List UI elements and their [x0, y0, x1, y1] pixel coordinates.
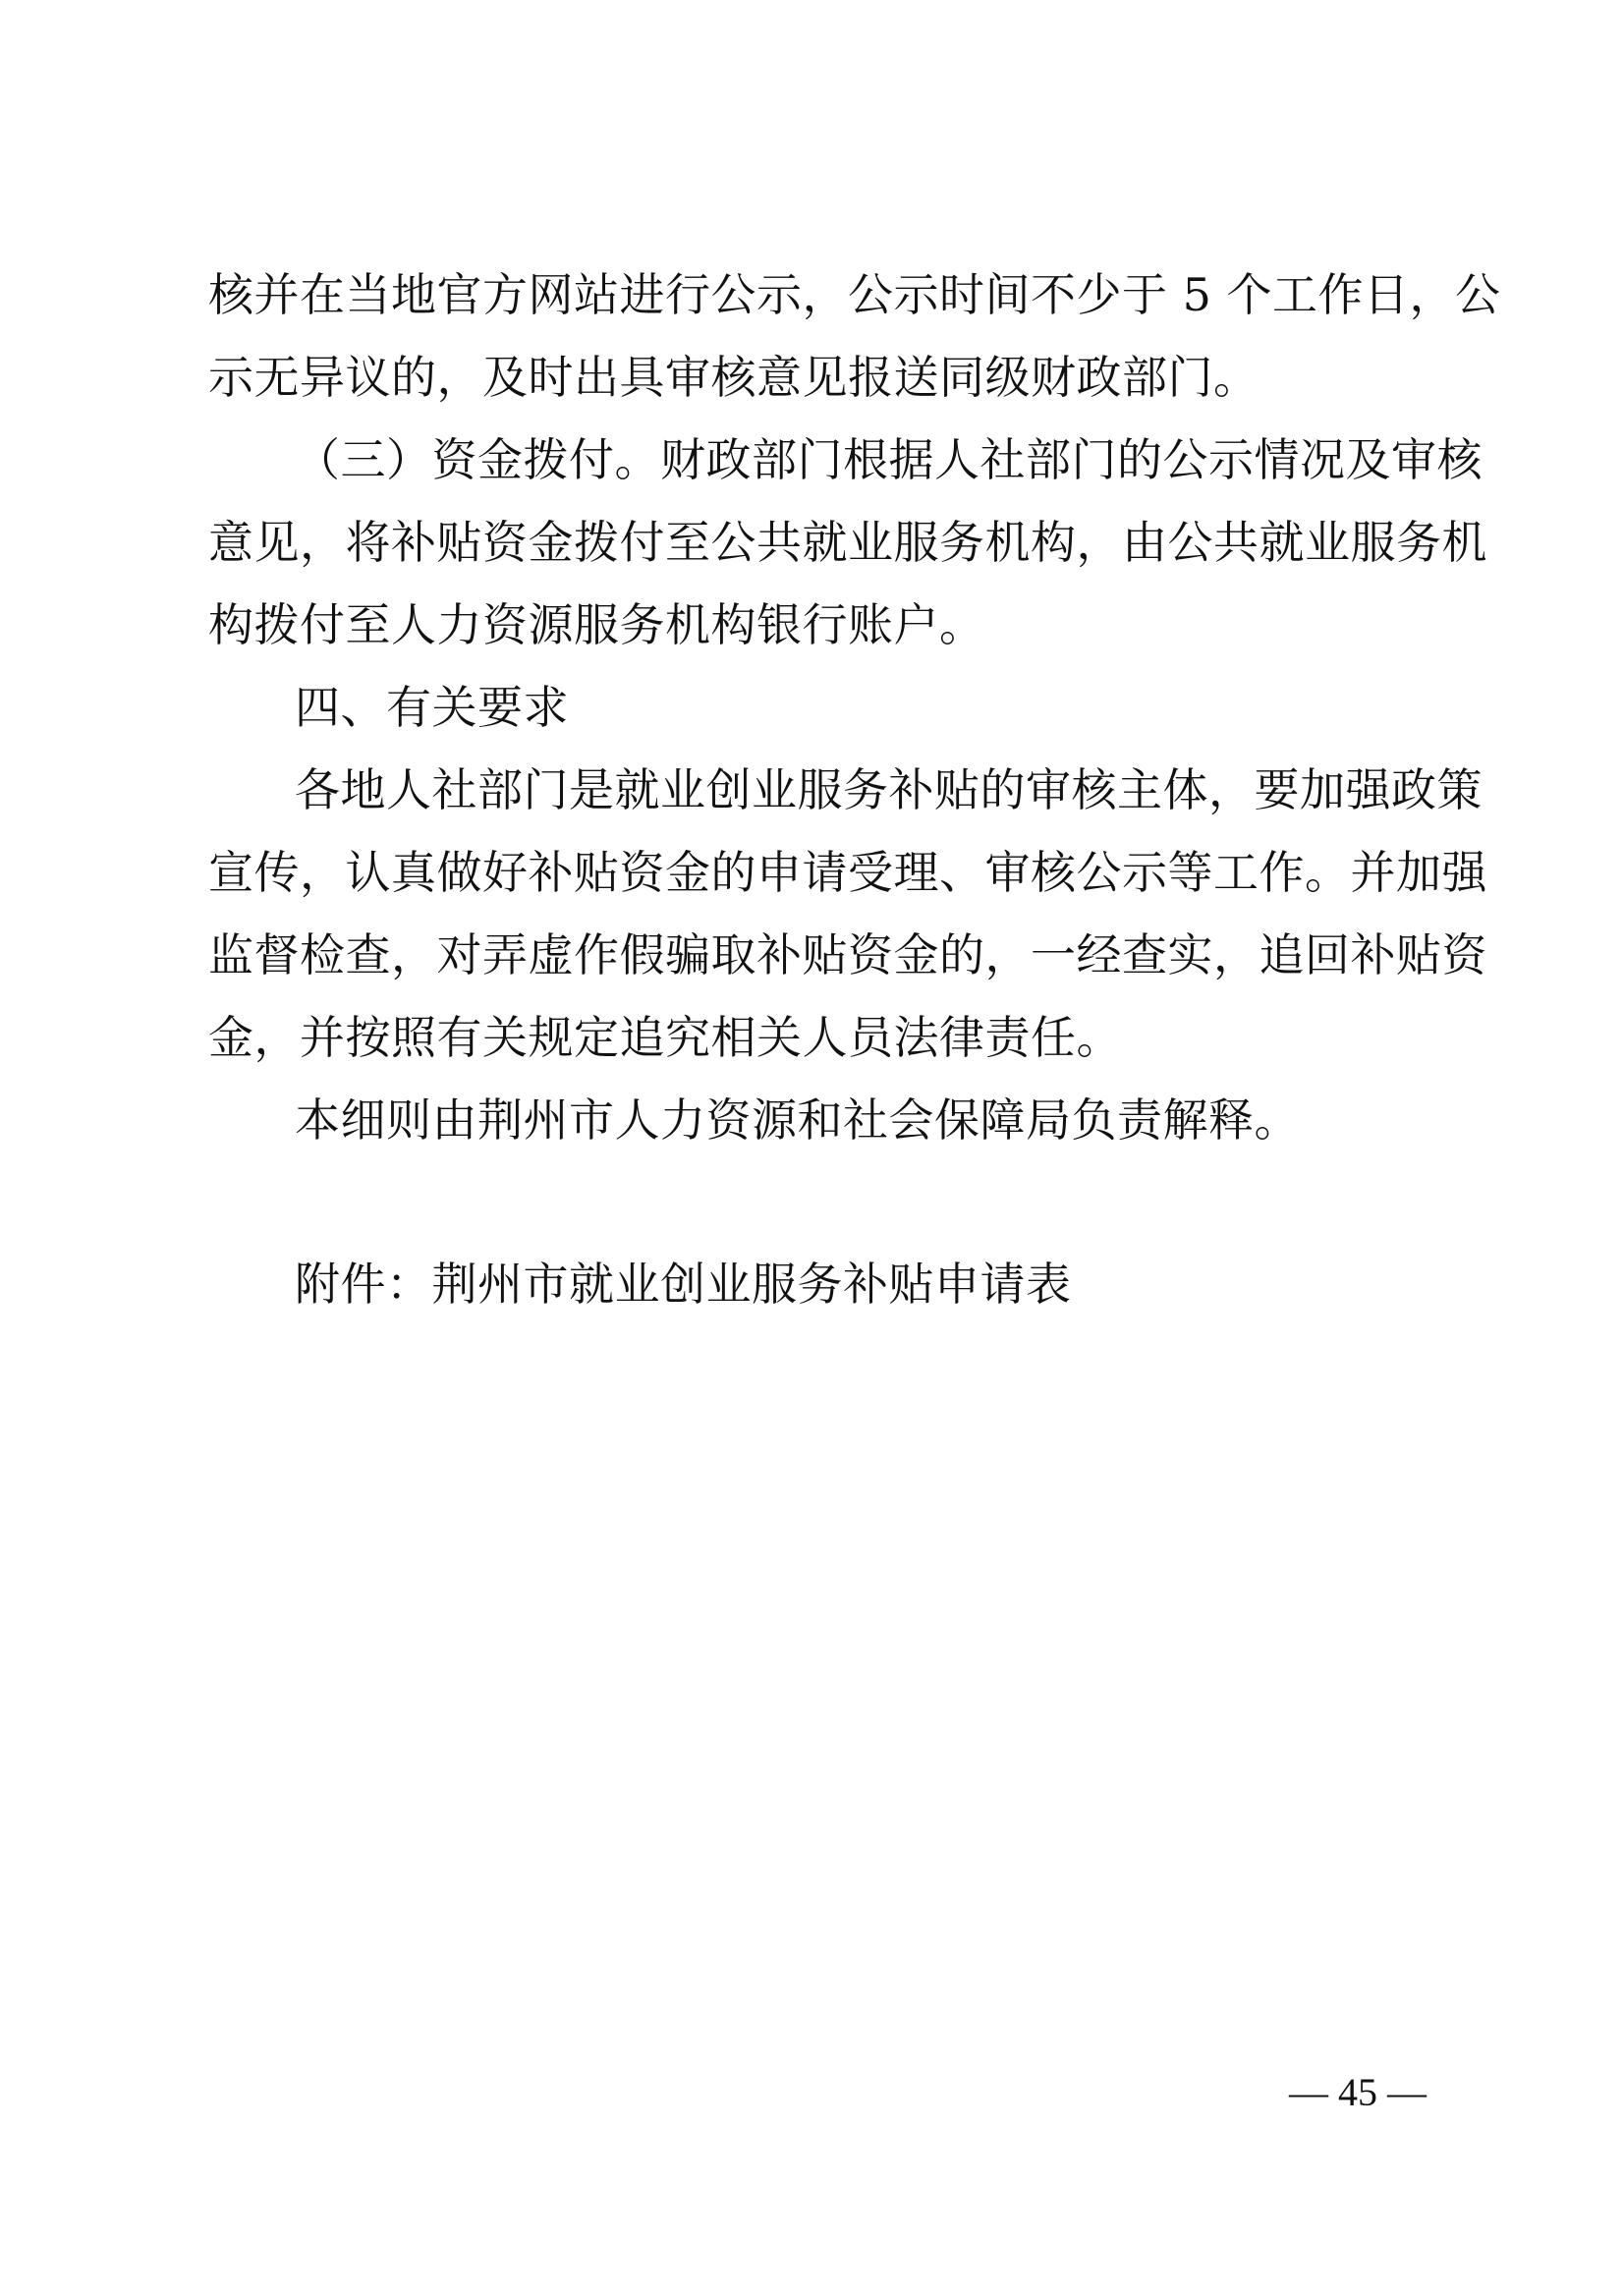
body-text-line: 核并在当地官方网站进行公示，公示时间不少于 5 个工作日，公	[208, 268, 1501, 321]
body-text-line: 构拨付至人力资源服务机构银行账户。	[208, 598, 985, 651]
body-text-line: 监督检查，对弄虚作假骗取补贴资金的，一经查实，追回补贴资	[208, 928, 1487, 981]
attachment-line: 附件：荆州市就业创业服务补贴申请表	[295, 1258, 1072, 1311]
body-text-line: 本细则由荆州市人力资源和社会保障局负责解释。	[295, 1093, 1300, 1147]
body-text-line: 宣传，认真做好补贴资金的申请受理、审核公示等工作。并加强	[208, 846, 1487, 899]
body-text-line: 金，并按照有关规定追究相关人员法律责任。	[208, 1011, 1122, 1064]
body-text-line: 意见，将补贴资金拨付至公共就业服务机构，由公共就业服务机	[208, 516, 1487, 569]
body-text: 财政部门根据人社部门的公示情况及审核	[660, 433, 1483, 486]
subsection-heading: （三）资金拨付。	[295, 433, 660, 486]
page-number: — 45 —	[1289, 2070, 1427, 2114]
body-text-line: 示无异议的，及时出具审核意见报送同级财政部门。	[208, 351, 1259, 404]
subsection-heading-line	[295, 419, 1513, 501]
section-heading: 四、有关要求	[295, 681, 569, 734]
body-text-line: 各地人社部门是就业创业服务补贴的审核主体，要加强政策	[295, 763, 1483, 816]
